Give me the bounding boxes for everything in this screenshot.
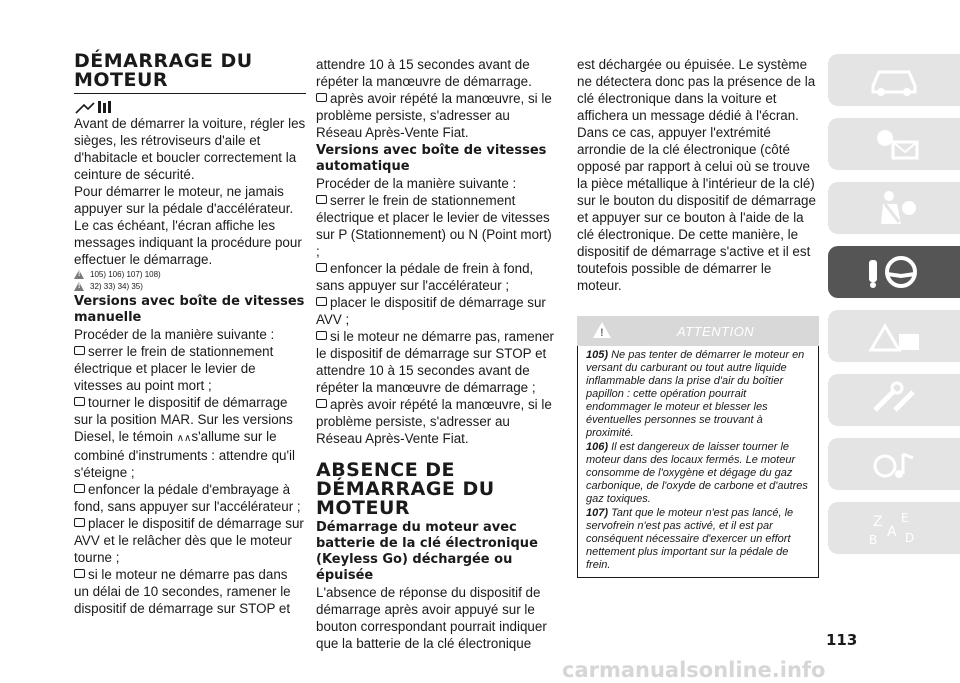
svg-text:A: A <box>887 524 897 540</box>
glow-plug-icon: ∧∧ <box>176 433 192 444</box>
svg-text:E: E <box>901 511 909 525</box>
bullet-icon <box>74 397 85 406</box>
attention-header <box>577 316 819 346</box>
bullet-icon <box>316 331 327 340</box>
warning-107: 107) Tant que le moteur n'est pas lancé, le servofrein n'est pas activé, et il est par conséquent nécessaire d'exercer un effort nettement plus important sur la pédale de frein. <box>586 507 794 571</box>
keyless-continued: est déchargée ou épuisée. Le système ne détectera donc pas la présence de la clé électronique dans la voiture et affichera un message dédié à l'écran. Dans ce cas, appuyer l'extrémité arrondie de la clé électronique (côté opposé par rapport à celui où se trouve la pièce métallique à l'intérieur de la clé) sur le bouton du dispositif de démarrage et appuyer sur ce bouton à l'aide de la clé électronique. De cette manière, le dispositif de démarrage s'active et il est toutefois possible de démarrer le moteur. <box>577 57 816 293</box>
svg-text:B: B <box>869 533 878 547</box>
step-item: après avoir répété la manœuvre, si le problème persiste, s'adresser au Réseau Après-Vente Fiat. <box>316 397 552 446</box>
keyless-paragraph: L'absence de réponse du dispositif de démarrage après avoir appuyé sur le bouton correspondant pourrait indiquer que la batterie de la clé électronique <box>316 585 547 651</box>
section-title: DÉMARRAGE DU MOTEUR <box>74 50 253 91</box>
heading-auto-gearbox: Versions avec boîte de vitesses automatique <box>316 143 547 174</box>
attention-box <box>577 316 819 578</box>
service-tools-icon <box>865 380 923 420</box>
bullet-icon <box>316 297 327 306</box>
caution-triangle-icon: ! <box>74 282 84 291</box>
svg-text:Z: Z <box>873 514 883 530</box>
step-item: placer le dispositif de démarrage sur AVV et le relâcher dès que le moteur tourne ; <box>74 516 304 565</box>
page-number: 113 <box>826 631 858 649</box>
step-item: après avoir répété la manœuvre, si le problème persiste, s'adresser au Réseau Après-Vente Fiat. <box>316 91 552 140</box>
step-item: placer le dispositif de démarrage sur AVV ; <box>316 295 546 327</box>
warning-refs-text: 105) 106) 107) 108) <box>90 270 161 279</box>
warning-106: 106) Il est dangereux de laisser tourner le moteur dans des locaux fermés. Le moteur consomme de l'oxygène et dégage du gaz carbonique, de l'oxyde de carbone et d'autres gaz toxiques. <box>586 441 808 505</box>
warning-105: 105) Ne pas tenter de démarrer le moteur en versant du carburant ou tout autre liquide inflammable dans la prise d'air du boîtier papillon : cette opération pourrait endommager le moteur et blesser les éventuelles personnes se trouvant à proximité. <box>586 349 805 439</box>
bullet-icon <box>316 93 327 102</box>
bullet-icon <box>316 263 327 272</box>
warning-lights-icon <box>865 124 923 164</box>
bullet-icon <box>74 346 85 355</box>
warning-refs-1 <box>74 269 306 280</box>
road-warning-icon <box>865 316 923 356</box>
tab-maintenance[interactable] <box>828 374 960 426</box>
chapter-tabs <box>828 54 960 566</box>
tab-multimedia[interactable] <box>828 438 960 490</box>
display-paragraph: Le cas échéant, l'écran affiche les messages indiquant la procédure pour effectuer le démarrage. <box>74 218 302 267</box>
intro-paragraph: Avant de démarrer la voiture, régler les sièges, les rétroviseurs d'aile et d'habitacle et boucler correctement la ceinture de sécurité. <box>74 116 306 182</box>
accelerator-paragraph: Pour démarrer le moteur, ne jamais appuyer sur la pédale d'accélérateur. <box>74 184 294 216</box>
bullet-icon <box>316 399 327 408</box>
column-2 <box>316 56 556 652</box>
bullet-icon <box>74 518 85 527</box>
pedal-key-icon <box>74 99 306 115</box>
heading-manual-gearbox: Versions avec boîte de vitesses manuelle <box>74 294 305 325</box>
step-item: si le moteur ne démarre pas dans un délai de 10 secondes, ramener le dispositif de démarrage sur STOP et <box>74 567 291 616</box>
bullet-icon <box>74 569 85 578</box>
index-letters-icon <box>865 508 923 548</box>
attention-content <box>577 346 819 578</box>
seatbelt-airbag-icon <box>865 188 923 228</box>
attention-title: ATTENTION <box>677 323 755 339</box>
tab-starting-driving[interactable] <box>828 246 960 298</box>
procedure-intro: Procéder de la manière suivante : <box>316 176 517 191</box>
warning-triangle-icon: ! <box>593 322 611 338</box>
continued-text: attendre 10 à 15 secondes avant de répéter la manœuvre de démarrage. <box>316 57 532 89</box>
heading-keyless: Démarrage du moteur avec batterie de la clé électronique (Keyless Go) déchargée ou épuisée <box>316 520 538 583</box>
step-item: enfoncer la pédale de frein à fond, sans appuyer sur l'accélérateur ; <box>316 261 534 293</box>
caution-refs-text: 32) 33) 34) 35) <box>90 282 143 291</box>
svg-text:D: D <box>905 531 915 545</box>
bullet-icon <box>316 195 327 204</box>
step-item: si le moteur ne démarre pas, ramener le dispositif de démarrage sur STOP et attendre 10 à 15 secondes avant de répéter la manœuvre de démarrage ; <box>316 329 555 395</box>
section-title-wrap <box>74 52 306 94</box>
media-icon <box>865 444 923 484</box>
section-title-no-start: ABSENCE DE DÉMARRAGE DU MOTEUR <box>316 459 495 519</box>
step-item: enfoncer la pédale d'embrayage à fond, sans appuyer sur l'accélérateur ; <box>74 482 301 514</box>
step-item: serrer le frein de stationnement électrique et placer le levier de vitesses au point mort ; <box>74 344 274 393</box>
tab-warning-lights[interactable] <box>828 118 960 170</box>
column-1 <box>74 52 306 617</box>
tab-index[interactable] <box>828 502 960 554</box>
step-item: serrer le frein de stationnement électrique et placer le levier de vitesses sur P (Stationnement) ou N (Point mort) ; <box>316 193 552 259</box>
column-3 <box>577 56 819 578</box>
caution-refs-1 <box>74 281 306 292</box>
car-icon <box>865 60 923 100</box>
tab-emergency[interactable] <box>828 310 960 362</box>
step-item: tourner le dispositif de démarrage sur la position MAR. Sur les versions Diesel, le témoin ∧∧s'allume sur le combiné d'instruments : attendre qu'il s'éteigne ; <box>74 395 295 480</box>
procedure-intro: Procéder de la manière suivante : <box>74 327 275 342</box>
warning-triangle-icon: ! <box>74 270 84 279</box>
bullet-icon <box>74 484 85 493</box>
key-steering-wheel-icon <box>865 252 923 292</box>
tab-car[interactable] <box>828 54 960 106</box>
tab-safety[interactable] <box>828 182 960 234</box>
watermark: carmanualsonline.info <box>562 658 826 682</box>
